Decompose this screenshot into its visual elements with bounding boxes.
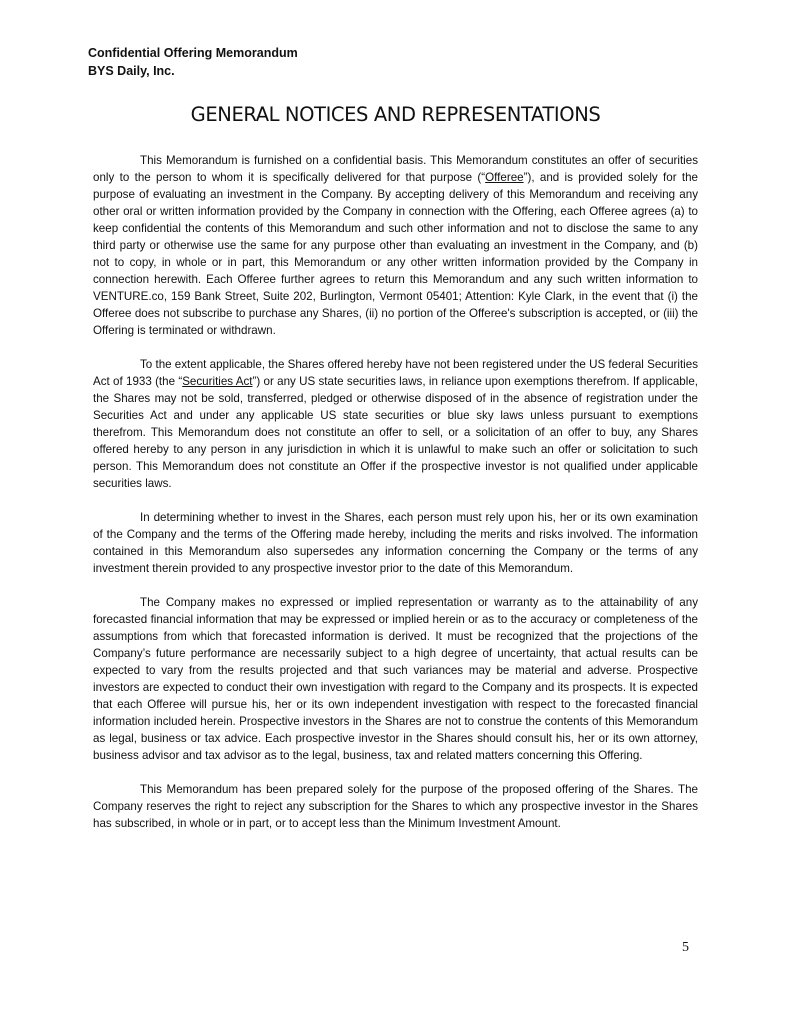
header-document-type: Confidential Offering Memorandum (88, 46, 298, 60)
paragraph-text: To the extent applicable, the Shares offered hereby have not been registered under the US federal Securities Act of 1933 (the “ (93, 358, 698, 388)
body-text (93, 152, 698, 849)
document-header (88, 44, 298, 80)
paragraph-securities-registration (93, 356, 698, 492)
defined-term-offeree: Offeree (485, 171, 524, 184)
defined-term-securities-act: Securities Act (182, 375, 253, 388)
header-company-name: BYS Daily, Inc. (88, 64, 175, 78)
paragraph-investor-examination: In determining whether to invest in the Shares, each person must rely upon his, her or its own examination of the Company and the terms of the Offering made hereby, including the merits and risks involved. The information contained in this Memorandum also supersedes any information concerning the Company or the terms of any investment therein provided to any prospective investor prior to the date of this Memorandum. (93, 511, 698, 575)
paragraph-forecast-disclaimer: The Company makes no expressed or implied representation or warranty as to the attainability of any forecasted financial information that may be expressed or implied herein or as to the accuracy or completeness of the assumptions from which that forecasted information is derived. It must be recognized that the projections of the Company’s future performance are necessarily subject to a high degree of uncertainty, that actual results can be expected to vary from the results projected and that such variances may be material and adverse. Prospective investors are expected to conduct their own investigation with regard to the Company and its prospects. It is expected that each Offeree will pursue his, her or its own independent investigation with respect to the forecasted financial information included herein. Prospective investors in the Shares are not to construe the contents of this Memorandum as legal, business or tax advice. Each prospective investor in the Shares should consult his, her or its own attorney, business advisor and tax advisor as to the legal, business, tax and related matters concerning this Offering. (93, 596, 698, 762)
paragraph-confidentiality (93, 152, 698, 339)
paragraph-text: This Memorandum is furnished on a confidential basis. This Memorandum constitutes an offer of securities only to the person to whom it is specifically delivered for that purpose (“ (93, 154, 698, 184)
paragraph-offering-purpose: This Memorandum has been prepared solely for the purpose of the proposed offering of the Shares. The Company reserves the right to reject any subscription for the Shares to which any prospective investor in the Shares has subscribed, in whole or in part, or to accept less than the Minimum Investment Amount. (93, 783, 698, 830)
paragraph-text: ”) or any US state securities laws, in reliance upon exemptions therefrom. If applicable, the Shares may not be sold, transferred, pledged or otherwise disposed of in the absence of registration under the Securities Act and under any applicable US state securities or blue sky laws unless pursuant to exemptions therefrom. This Memorandum does not constitute an offer to sell, or a solicitation of an offer to buy, any Shares offered hereby to any person in any jurisdiction in which it is unlawful to make such an offer or solicitation to such person. This Memorandum does not constitute an Offer if the prospective investor is not qualified under applicable securities laws. (93, 375, 698, 490)
paragraph-text: ”), and is provided solely for the purpose of evaluating an investment in the Company. By accepting delivery of this Memorandum and receiving any other oral or written information provided by the Company in connection with the Offering, each Offeree agrees (a) to keep confidential the contents of this Memorandum and such other information and not to disclose the same to any third party or otherwise use the same for any purpose other than evaluating an investment in the Company, and (b) not to copy, in whole or in part, this Memorandum or any other written information provided by the Company in connection herewith. Each Offeree further agrees to return this Memorandum and any such written information to VENTURE.co, 159 Bank Street, Suite 202, Burlington, Vermont 05401; Attention: Kyle Clark, in the event that (i) the Offeree does not subscribe to purchase any Shares, (ii) no portion of the Offeree's subscription is accepted, or (iii) the Offering is terminated or withdrawn. (93, 171, 699, 337)
section-title: GENERAL NOTICES AND REPRESENTATIONS (190, 103, 601, 126)
page-number: 5 (682, 940, 689, 955)
